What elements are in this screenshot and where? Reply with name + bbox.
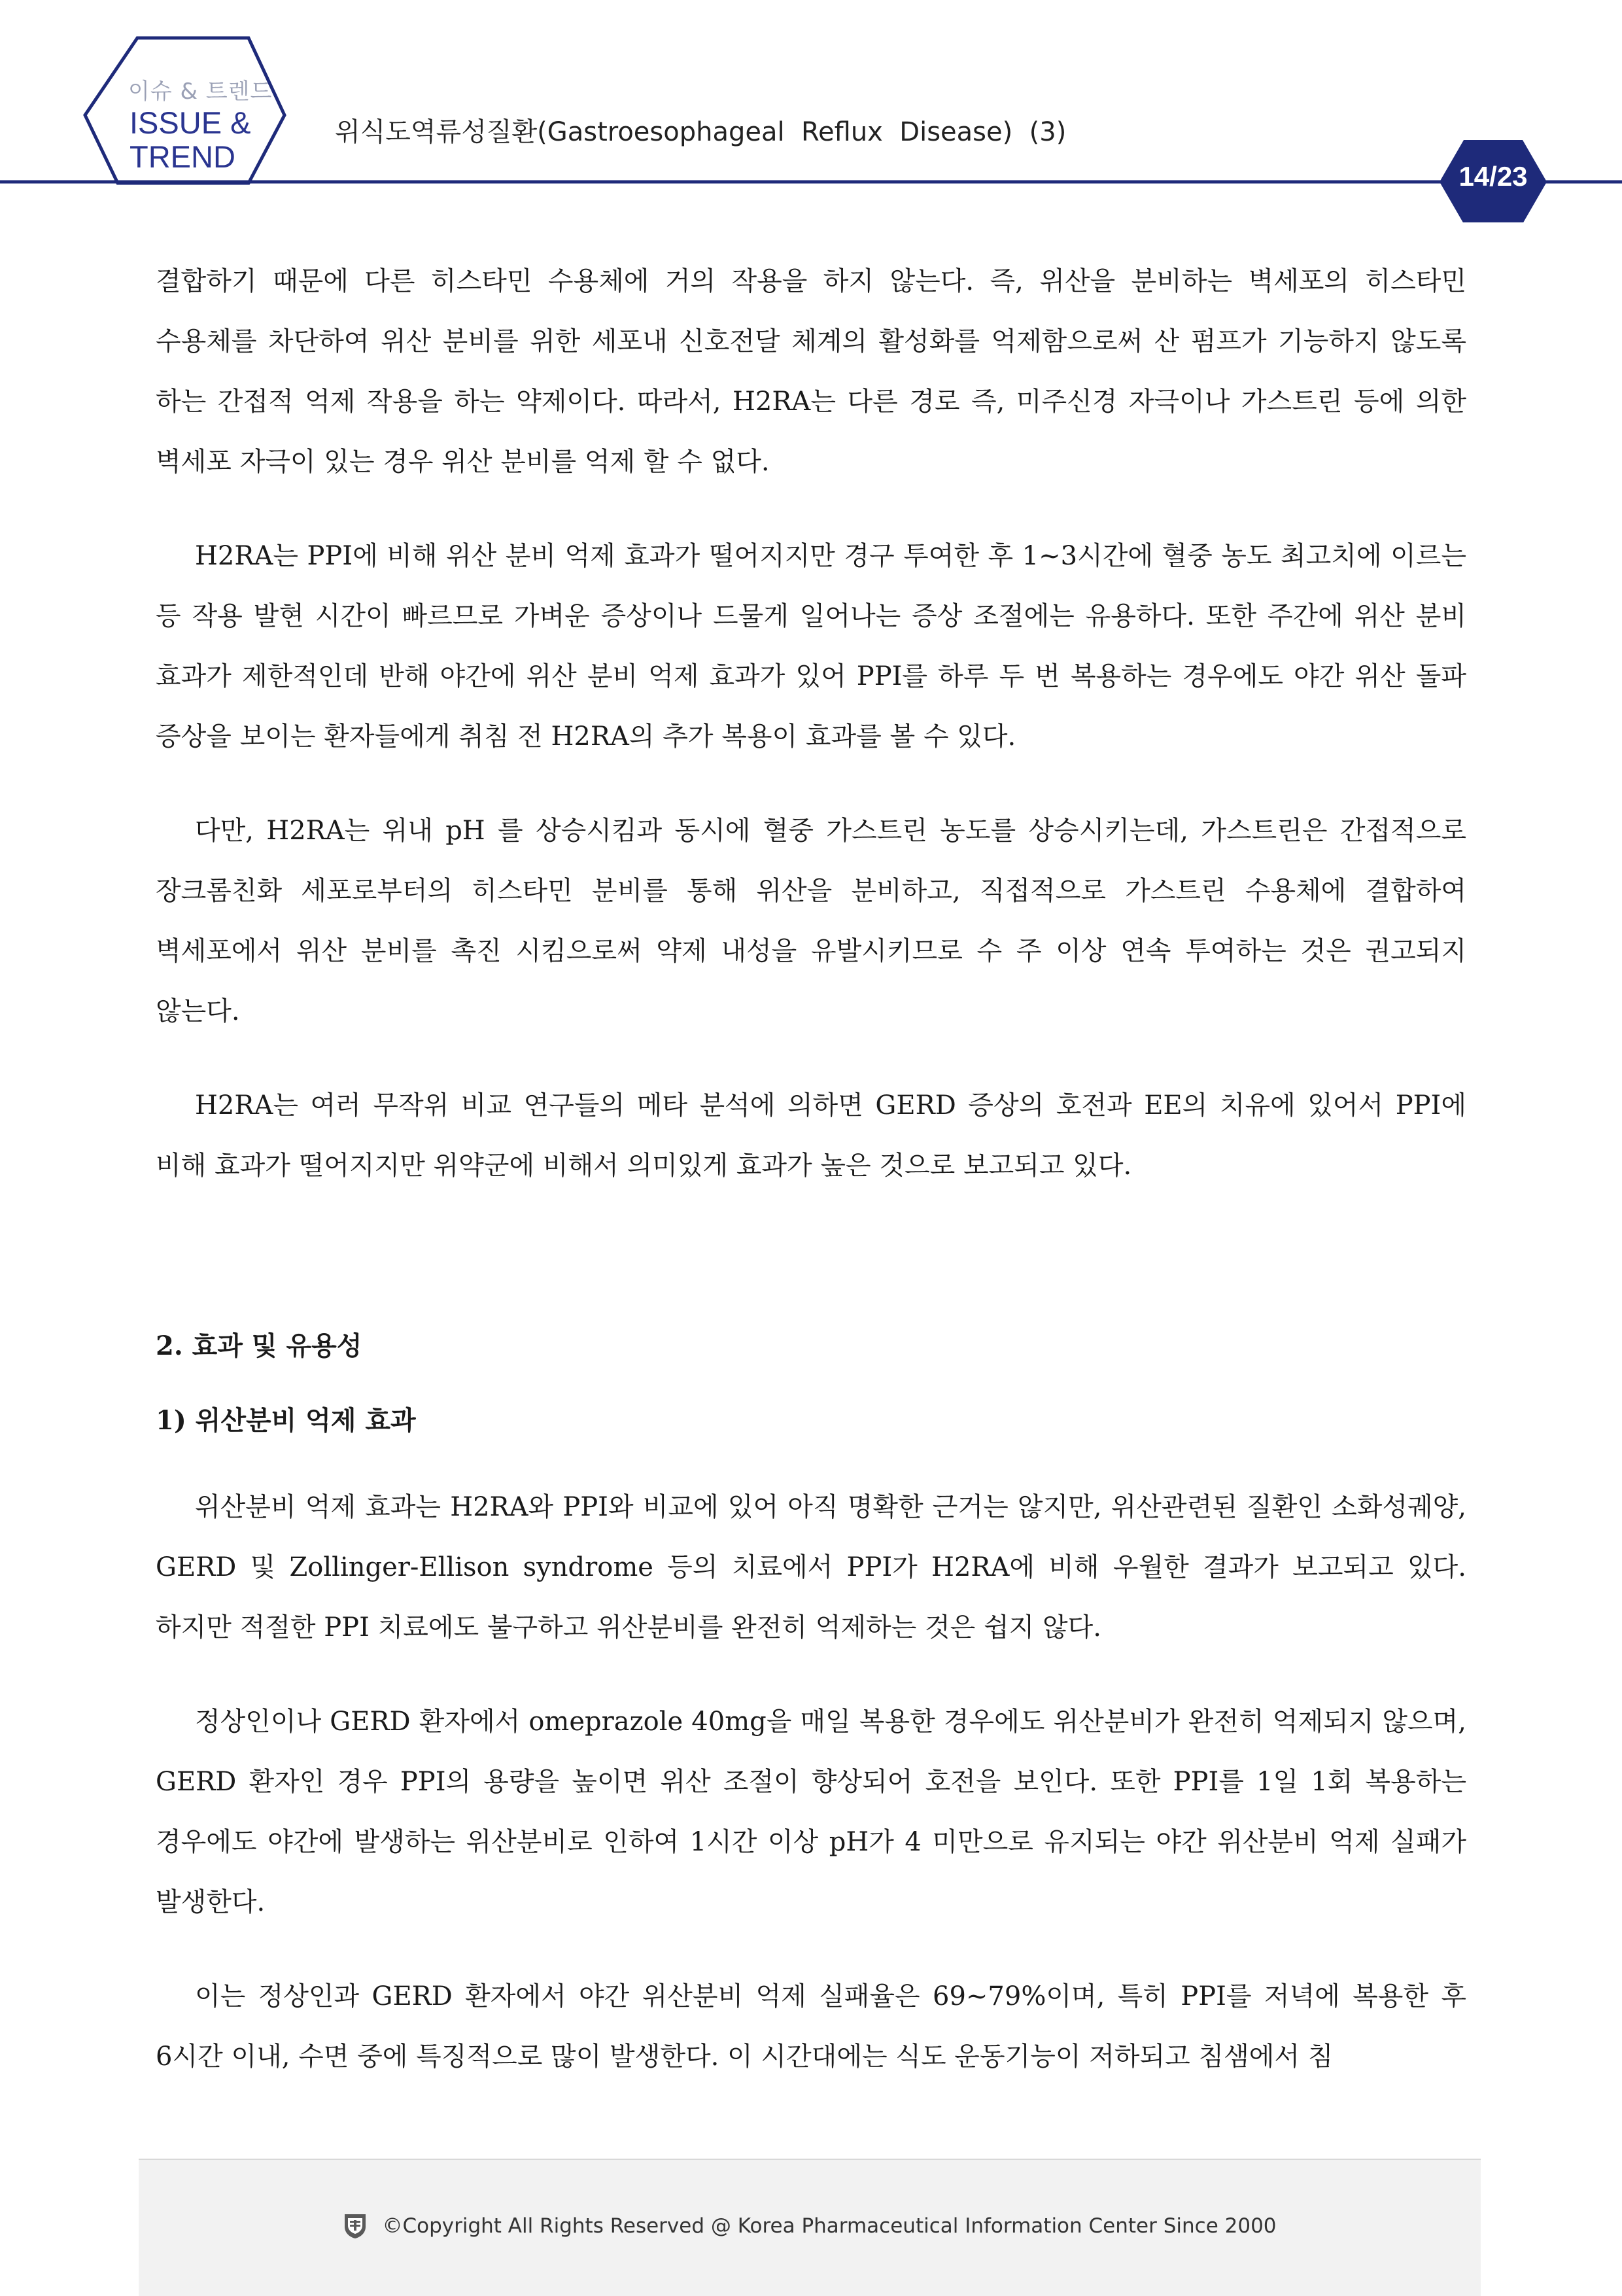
paragraph: 다만, H2RA는 위내 pH 를 상승시킴과 동시에 혈중 가스트린 농도를 상승시키는데, 가스트린은 간접적으로 장크롬친화 세포로부터의 히스타민 분비를 통해 위산을 분비하고, 직접적으로 가스트린 수용체에 결합하여 벽세포에서 위산 분비를 촉진 시킴으로써 약제 내성을 유발시키므로 수 주 이상 연속 투여하는 것은 권고되지 않는다. xyxy=(156,816,1466,1026)
section-heading: 2. 효과 및 유용성 xyxy=(156,1331,362,1361)
paragraph: H2RA는 여러 무작위 비교 연구들의 메타 분석에 의하면 GERD 증상의 호전과 EE의 치유에 있어서 PPI에 비해 효과가 떨어지지만 위약군에 비해서 의미있게 효과가 높은 것으로 보고되고 있다. xyxy=(156,1090,1466,1181)
badge-line-2: TREND xyxy=(129,139,235,174)
page-footer xyxy=(139,2159,1481,2296)
document-title: 위식도역류성질환(Gastroesophageal Reflux Disease) (3) xyxy=(335,117,1067,147)
kpic-shield-icon xyxy=(343,2212,368,2240)
copyright-text: ©Copyright All Rights Reserved @ Korea Pharmaceutical Information Center Since 2000 xyxy=(382,2214,1277,2238)
paragraph: 이는 정상인과 GERD 환자에서 야간 위산분비 억제 실패율은 69~79%이며, 특히 PPI를 저녁에 복용한 후 6시간 이내, 수면 중에 특징적으로 많이 발생한다. 이 시간대에는 식도 운동기능이 저하되고 침샘에서 침 xyxy=(156,1981,1466,2072)
main-content xyxy=(156,251,1466,2121)
section-gap xyxy=(156,1230,1466,1316)
paragraph: 정상인이나 GERD 환자에서 omeprazole 40mg을 매일 복용한 경우에도 위산분비가 완전히 억제되지 않으며, GERD 환자인 경우 PPI의 용량을 높이면 위산 조절이 향상되어 호전을 보인다. 또한 PPI를 1일 1회 복용하는 경우에도 야간에 발생하는 위산분비로 인하여 1시간 이상 pH가 4 미만으로 유지되는 야간 위산분비 억제 실패가 발생한다. xyxy=(156,1707,1466,1917)
paragraph: H2RA는 PPI에 비해 위산 분비 억제 효과가 떨어지지만 경구 투여한 후 1~3시간에 혈중 농도 최고치에 이르는 등 작용 발현 시간이 빠르므로 가벼운 증상이나 드물게 일어나는 증상 조절에는 유용하다. 또한 주간에 위산 분비 효과가 제한적인데 반해 야간에 위산 분비 억제 효과가 있어 PPI를 하루 두 번 복용하는 경우에도 야간 위산 돌파 증상을 보이는 환자들에게 취침 전 H2RA의 추가 복용이 효과를 볼 수 있다. xyxy=(156,541,1466,752)
page-number: 14/23 xyxy=(1458,161,1528,192)
sub-heading: 1) 위산분비 억제 효과 xyxy=(156,1405,416,1436)
page-header xyxy=(0,0,1622,222)
badge-line-1: ISSUE & xyxy=(129,105,251,140)
paragraph: 결합하기 때문에 다른 히스타민 수용체에 거의 작용을 하지 않는다. 즉, 위산을 분비하는 벽세포의 히스타민 수용체를 차단하여 위산 분비를 위한 세포내 신호전달 체계의 활성화를 억제함으로써 산 펌프가 기능하지 않도록 하는 간접적 억제 작용을 하는 약제이다. 따라서, H2RA는 다른 경로 즉, 미주신경 자극이나 가스트린 등에 의한 벽세포 자극이 있는 경우 위산 분비를 억제 할 수 없다. xyxy=(156,266,1466,477)
badge-korean-label: 이슈 & 트렌드 xyxy=(128,78,273,105)
paragraph: 위산분비 억제 효과는 H2RA와 PPI와 비교에 있어 아직 명확한 근거는 않지만, 위산관련된 질환인 소화성궤양, GERD 및 Zollinger-Ellison syndrome 등의 치료에서 PPI가 H2RA에 비해 우월한 결과가 보고되고 있다. 하지만 적절한 PPI 치료에도 불구하고 위산분비를 완전히 억제하는 것은 쉽지 않다. xyxy=(156,1492,1466,1643)
badge-issue-trend xyxy=(129,106,300,174)
